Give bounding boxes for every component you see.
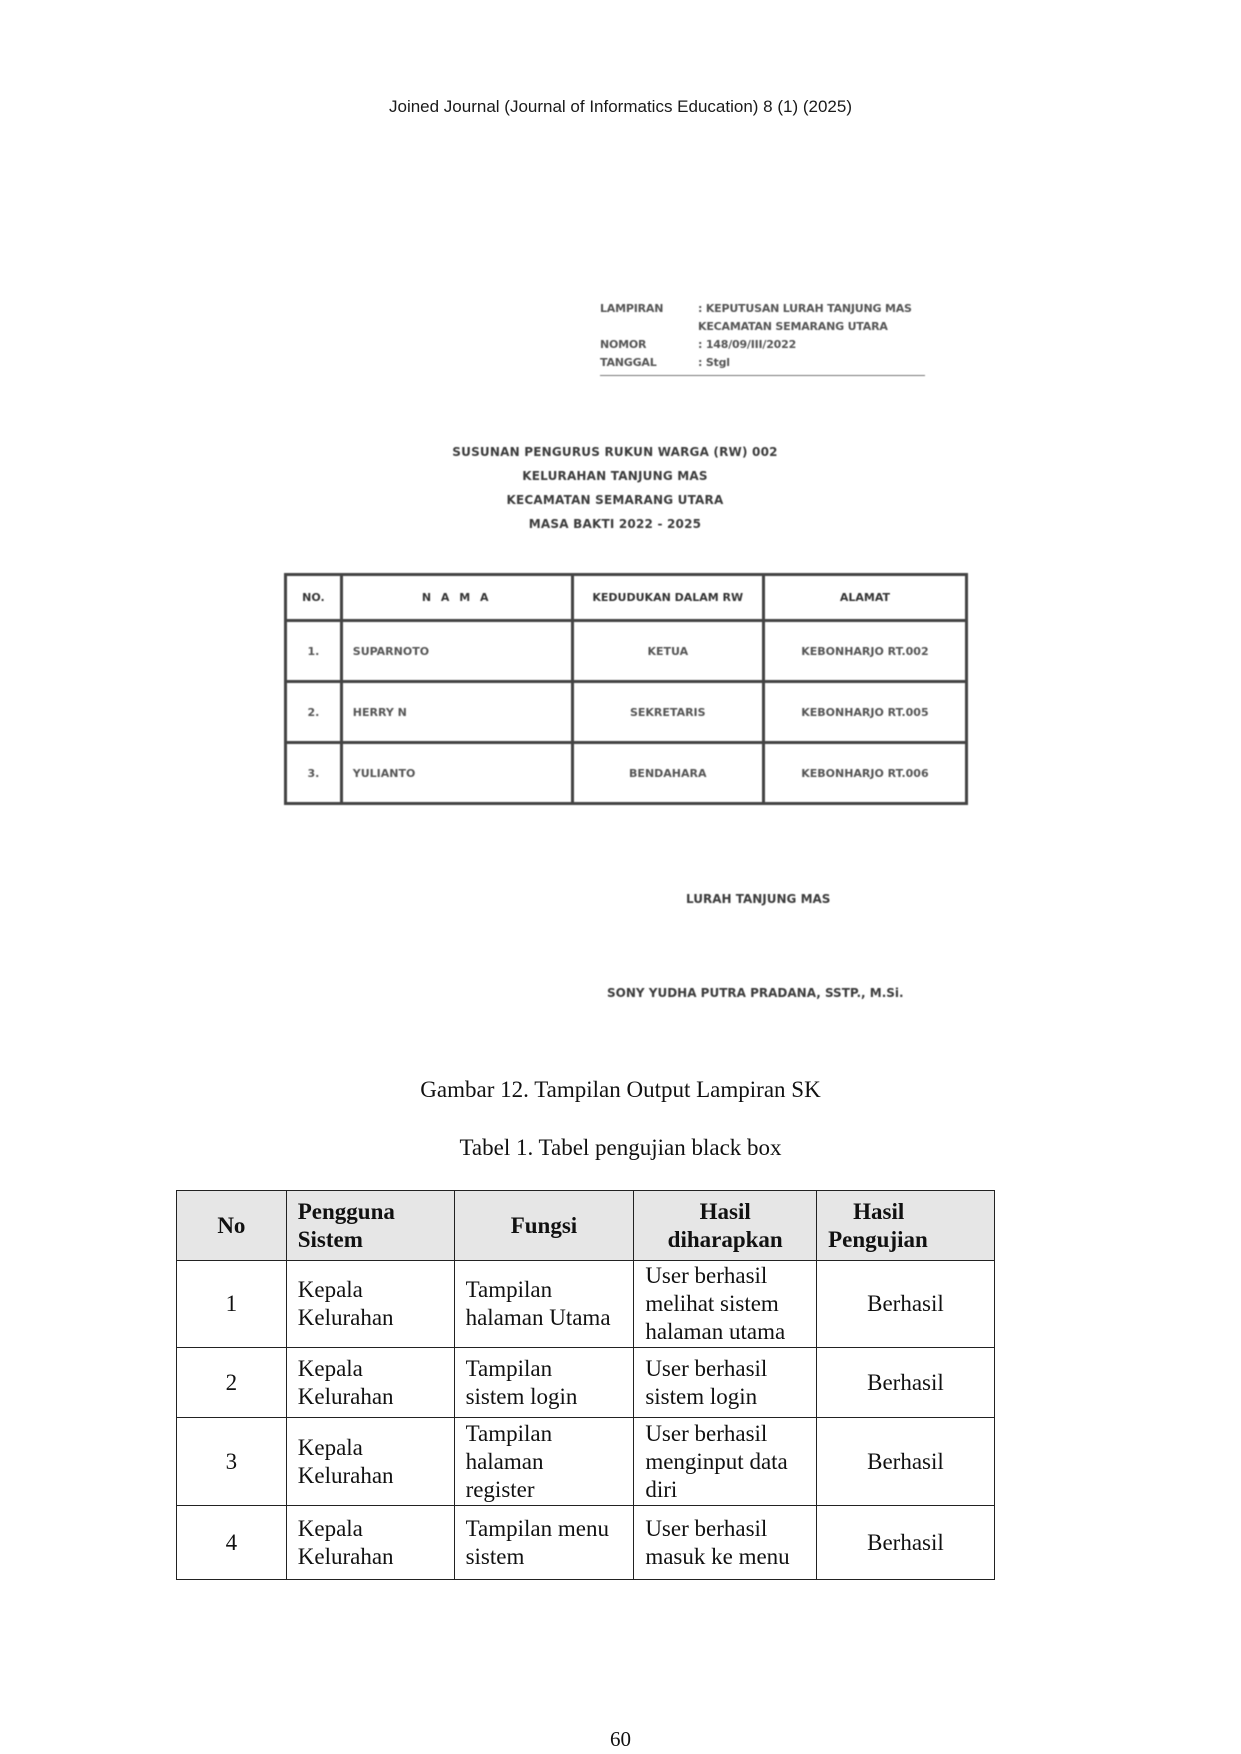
sk-cell-alamat: KEBONHARJO RT.002 <box>763 621 966 682</box>
cell-hasil-pengujian: Berhasil <box>817 1418 995 1506</box>
header-no: No <box>177 1191 287 1261</box>
sk-cell-no: 1. <box>286 621 342 682</box>
lampiran-value: : 148/09/III/2022 <box>698 338 797 351</box>
cell-line: User berhasil <box>645 1263 768 1288</box>
sk-header-alamat: ALAMAT <box>763 575 966 621</box>
header-hasil-diharapkan <box>634 1191 817 1261</box>
lampiran-value: : KEPUTUSAN LURAH TANJUNG MAS <box>698 302 912 315</box>
table-row <box>177 1418 995 1506</box>
cell-line: halaman <box>465 1448 544 1474</box>
cell-hasil-diharapkan <box>634 1261 817 1348</box>
cell-line: Kelurahan <box>297 1543 394 1569</box>
cell-hasil-diharapkan <box>634 1348 817 1418</box>
table-row <box>177 1506 995 1580</box>
lampiran-key <box>600 318 698 336</box>
header-uji-line: Hasil <box>853 1198 905 1224</box>
sk-table-row <box>286 743 967 804</box>
sk-cell-alamat: KEBONHARJO RT.006 <box>763 743 966 804</box>
cell-pengguna <box>286 1348 454 1418</box>
cell-line: Kepala <box>297 1515 363 1541</box>
figure-caption: Gambar 12. Tampilan Output Lampiran SK <box>420 1077 821 1102</box>
lampiran-value: KECAMATAN SEMARANG UTARA <box>698 320 888 333</box>
cell-line: Kelurahan <box>297 1305 394 1330</box>
signature-title: LURAH TANJUNG MAS <box>686 892 831 906</box>
cell-line: User berhasil <box>645 1355 768 1381</box>
cell-line: sistem <box>465 1543 525 1569</box>
cell-line: User berhasil <box>645 1420 768 1446</box>
lampiran-row <box>600 300 930 318</box>
cell-line: sistem login <box>645 1383 758 1409</box>
cell-fungsi <box>454 1418 634 1506</box>
sk-table-row <box>286 682 967 743</box>
cell-line: menginput data <box>645 1448 788 1474</box>
sk-header-nama: N A M A <box>341 575 572 621</box>
lampiran-row <box>600 354 930 372</box>
cell-line: register <box>465 1476 535 1502</box>
header-hasil-line: Hasil <box>699 1198 751 1224</box>
cell-line: sistem login <box>465 1383 578 1409</box>
sk-title-line: KELURAHAN TANJUNG MAS <box>522 469 708 483</box>
lampiran-row <box>600 336 930 354</box>
cell-line: diri <box>645 1476 678 1502</box>
cell-no: 3 <box>177 1418 287 1506</box>
cell-hasil-pengujian: Berhasil <box>817 1261 995 1348</box>
cell-pengguna <box>286 1261 454 1348</box>
table-row <box>177 1261 995 1348</box>
table-caption: Tabel 1. Tabel pengujian black box <box>459 1135 782 1160</box>
cell-line: Tampilan <box>465 1420 553 1446</box>
cell-hasil-pengujian: Berhasil <box>817 1506 995 1580</box>
header-uji-line: Pengujian <box>828 1226 928 1252</box>
cell-pengguna <box>286 1418 454 1506</box>
figure-lampiran-sk <box>270 280 980 1020</box>
header-pengguna-line: Sistem <box>297 1226 363 1252</box>
lampiran-row <box>600 318 930 336</box>
cell-line: Kepala <box>297 1355 363 1381</box>
cell-no: 1 <box>177 1261 287 1348</box>
sk-title-line: KECAMATAN SEMARANG UTARA <box>506 493 724 507</box>
lampiran-key: NOMOR <box>600 338 647 351</box>
sk-header-kedudukan: KEDUDUKAN DALAM RW <box>572 575 763 621</box>
lampiran-block <box>600 300 930 376</box>
sk-header-no: NO. <box>286 575 342 621</box>
sk-table <box>284 573 968 805</box>
header-fungsi: Fungsi <box>454 1191 634 1261</box>
sk-table-header-row <box>286 575 967 621</box>
cell-hasil-diharapkan <box>634 1418 817 1506</box>
cell-fungsi <box>454 1261 634 1348</box>
header-pengguna <box>286 1191 454 1261</box>
table-row <box>177 1348 995 1418</box>
cell-line: Kelurahan <box>297 1383 394 1409</box>
cell-line: masuk ke menu <box>645 1543 790 1569</box>
sk-cell-kedudukan: KETUA <box>572 621 763 682</box>
cell-no: 2 <box>177 1348 287 1418</box>
sk-cell-no: 2. <box>286 682 342 743</box>
page-number: 60 <box>610 1727 631 1751</box>
sk-cell-nama: YULIANTO <box>341 743 572 804</box>
cell-line: Tampilan <box>465 1355 553 1381</box>
cell-line: Kelurahan <box>297 1462 394 1488</box>
cell-line: User berhasil <box>645 1515 768 1541</box>
blackbox-test-table <box>176 1190 995 1580</box>
cell-pengguna <box>286 1506 454 1580</box>
sk-cell-kedudukan: BENDAHARA <box>572 743 763 804</box>
sk-title <box>270 440 960 536</box>
cell-line: Tampilan menu <box>465 1515 609 1541</box>
sk-title-line: MASA BAKTI 2022 - 2025 <box>528 517 702 531</box>
sk-cell-nama: SUPARNOTO <box>341 621 572 682</box>
cell-line: Tampilan <box>465 1277 553 1302</box>
signature-name: SONY YUDHA PUTRA PRADANA, SSTP., M.Si. <box>607 986 904 1000</box>
sk-title-line: SUSUNAN PENGURUS RUKUN WARGA (RW) 002 <box>452 445 778 459</box>
sk-cell-nama: HERRY N <box>341 682 572 743</box>
cell-hasil-diharapkan <box>634 1506 817 1580</box>
cell-line: melihat sistem <box>645 1291 779 1316</box>
cell-line: Kepala <box>297 1277 363 1302</box>
cell-line: halaman utama <box>645 1319 786 1344</box>
lampiran-value: : Stgl <box>698 356 730 369</box>
header-pengguna-line: Pengguna <box>297 1198 395 1224</box>
cell-fungsi <box>454 1348 634 1418</box>
cell-line: halaman Utama <box>465 1305 611 1330</box>
sk-cell-no: 3. <box>286 743 342 804</box>
cell-no: 4 <box>177 1506 287 1580</box>
cell-hasil-pengujian: Berhasil <box>817 1348 995 1418</box>
sk-cell-alamat: KEBONHARJO RT.005 <box>763 682 966 743</box>
cell-fungsi <box>454 1506 634 1580</box>
lampiran-key: LAMPIRAN <box>600 302 664 315</box>
lampiran-key: TANGGAL <box>600 356 657 369</box>
running-header: Joined Journal (Journal of Informatics Education) 8 (1) (2025) <box>388 97 852 116</box>
cell-line: Kepala <box>297 1434 363 1460</box>
header-hasil-line: diharapkan <box>667 1226 783 1252</box>
sk-table-row <box>286 621 967 682</box>
lampiran-divider <box>600 375 925 376</box>
blackbox-header-row <box>177 1191 995 1261</box>
header-hasil-pengujian <box>817 1191 995 1261</box>
sk-cell-kedudukan: SEKRETARIS <box>572 682 763 743</box>
